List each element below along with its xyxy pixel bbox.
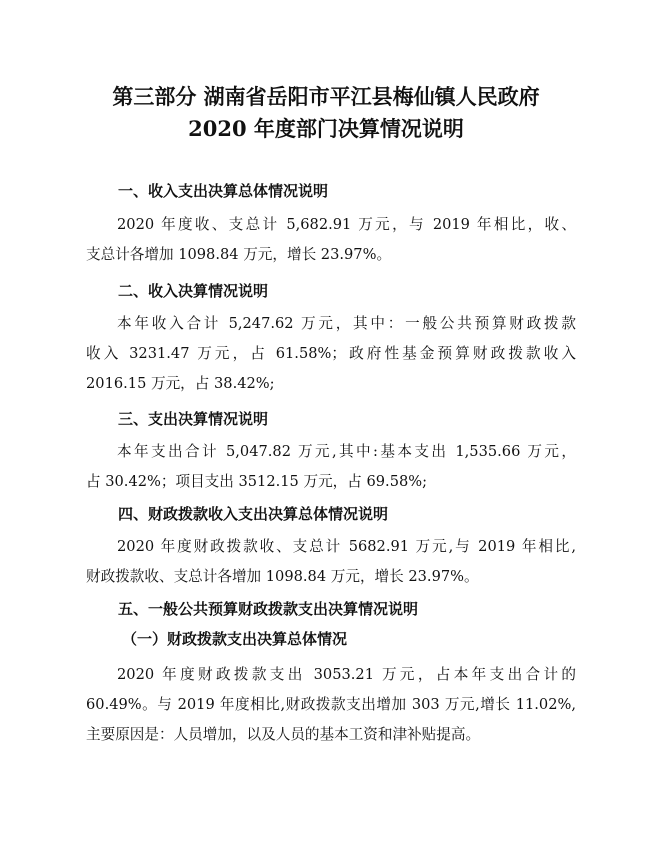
paragraph-line: 本年收入合计 5,247.62 万元，其中：一般公共预算财政拨款 bbox=[117, 315, 576, 332]
document-title-line-2: 2020 年度部门决算情况说明 bbox=[188, 116, 464, 141]
paragraph-line: 本年支出合计 5,047.82 万元,其中:基本支出 1,535.66 万元， bbox=[117, 443, 576, 460]
section-paragraph-5 bbox=[86, 660, 576, 750]
paragraph-line: 支总计各增加 1098.84 万元，增长 23.97%。 bbox=[86, 246, 392, 263]
paragraph-line: 财政拨款收、支总计各增加 1098.84 万元，增长 23.97%。 bbox=[86, 568, 479, 585]
section-heading-5: 五、一般公共预算财政拨款支出决算情况说明 bbox=[118, 600, 419, 618]
paragraph-line: 收入 3231.47 万元，占 61.58%；政府性基金预算财政拨款收入 bbox=[86, 345, 576, 362]
document-title-line-1: 第三部分 湖南省岳阳市平江县梅仙镇人民政府 bbox=[112, 84, 540, 109]
section-heading-2: 二、收入决算情况说明 bbox=[118, 282, 269, 300]
paragraph-line: 占 30.42%；项目支出 3512.15 万元，占 69.58%; bbox=[86, 473, 428, 490]
paragraph-line: 2020 年度收、支总计 5,682.91 万元，与 2019 年相比，收、 bbox=[117, 216, 576, 233]
section-paragraph-1 bbox=[86, 210, 576, 270]
paragraph-line: 主要原因是：人员增加，以及人员的基本工资和津补贴提高。 bbox=[86, 726, 481, 743]
section-paragraph-2 bbox=[86, 309, 576, 399]
section-heading-3: 三、支出决算情况说明 bbox=[118, 410, 269, 428]
paragraph-line: 2016.15 万元，占 38.42%; bbox=[86, 375, 275, 392]
paragraph-line: 2020 年度财政拨款收、支总计 5682.91 万元,与 2019 年相比, bbox=[117, 538, 576, 555]
paragraph-line: 60.49%。与 2019 年度相比,财政拨款支出增加 303 万元,增长 11.02%, bbox=[86, 696, 576, 713]
section-paragraph-3 bbox=[86, 437, 576, 497]
section-heading-4: 四、财政拨款收入支出决算总体情况说明 bbox=[118, 505, 389, 523]
section-subheading-5-1: （一）财政拨款支出决算总体情况 bbox=[122, 630, 348, 648]
section-paragraph-4 bbox=[86, 532, 576, 592]
section-heading-1: 一、收入支出决算总体情况说明 bbox=[118, 182, 329, 200]
paragraph-line: 2020 年度财政拨款支出 3053.21 万元，占本年支出合计的 bbox=[117, 666, 576, 683]
